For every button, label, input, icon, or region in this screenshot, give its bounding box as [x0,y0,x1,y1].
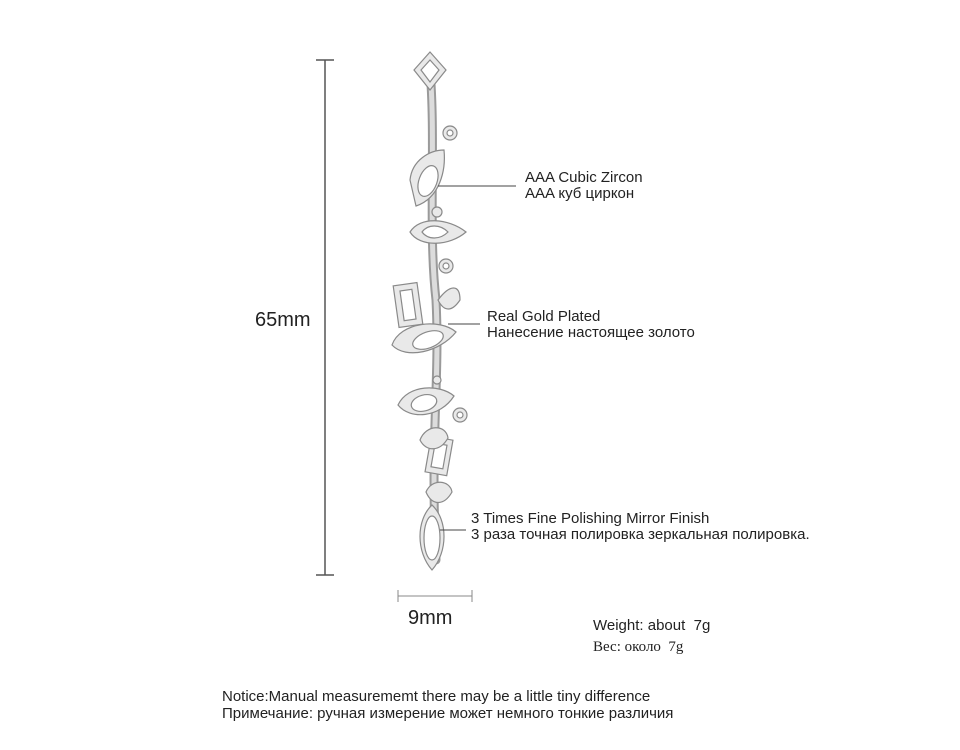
callout-label-en: AAA Cubic Zircon [525,169,643,186]
callout-label-ru: AAA куб циркон [525,185,635,202]
callout-mirror-finish [471,511,810,543]
width-dimension-label: 9mm [408,607,453,629]
callout-gold-plated [487,309,695,341]
callout-label-en: Real Gold Plated [487,308,601,325]
callout-label-ru: 3 раза точная полировка зеркальная полировка. [471,526,810,543]
earring-image [392,52,467,570]
length-dimension-line [316,60,334,575]
weight-info [593,617,710,656]
width-dimension-line [398,590,472,602]
weight-label-en: Weight: about 7g [593,617,711,634]
callout-cubic-zircon [525,170,643,202]
notice-en: Notice:Manual measurememt there may be a little tiny difference [222,688,651,705]
weight-label-ru: Вес: около 7g [593,639,684,655]
notice-ru: Примечание: ручная измерение может немного тонкие различия [222,705,674,722]
notice [222,688,673,722]
length-dimension-label: 65mm [255,309,311,331]
callout-label-ru: Нанесение настоящее золото [487,324,695,341]
callout-label-en: 3 Times Fine Polishing Mirror Finish [471,510,710,527]
